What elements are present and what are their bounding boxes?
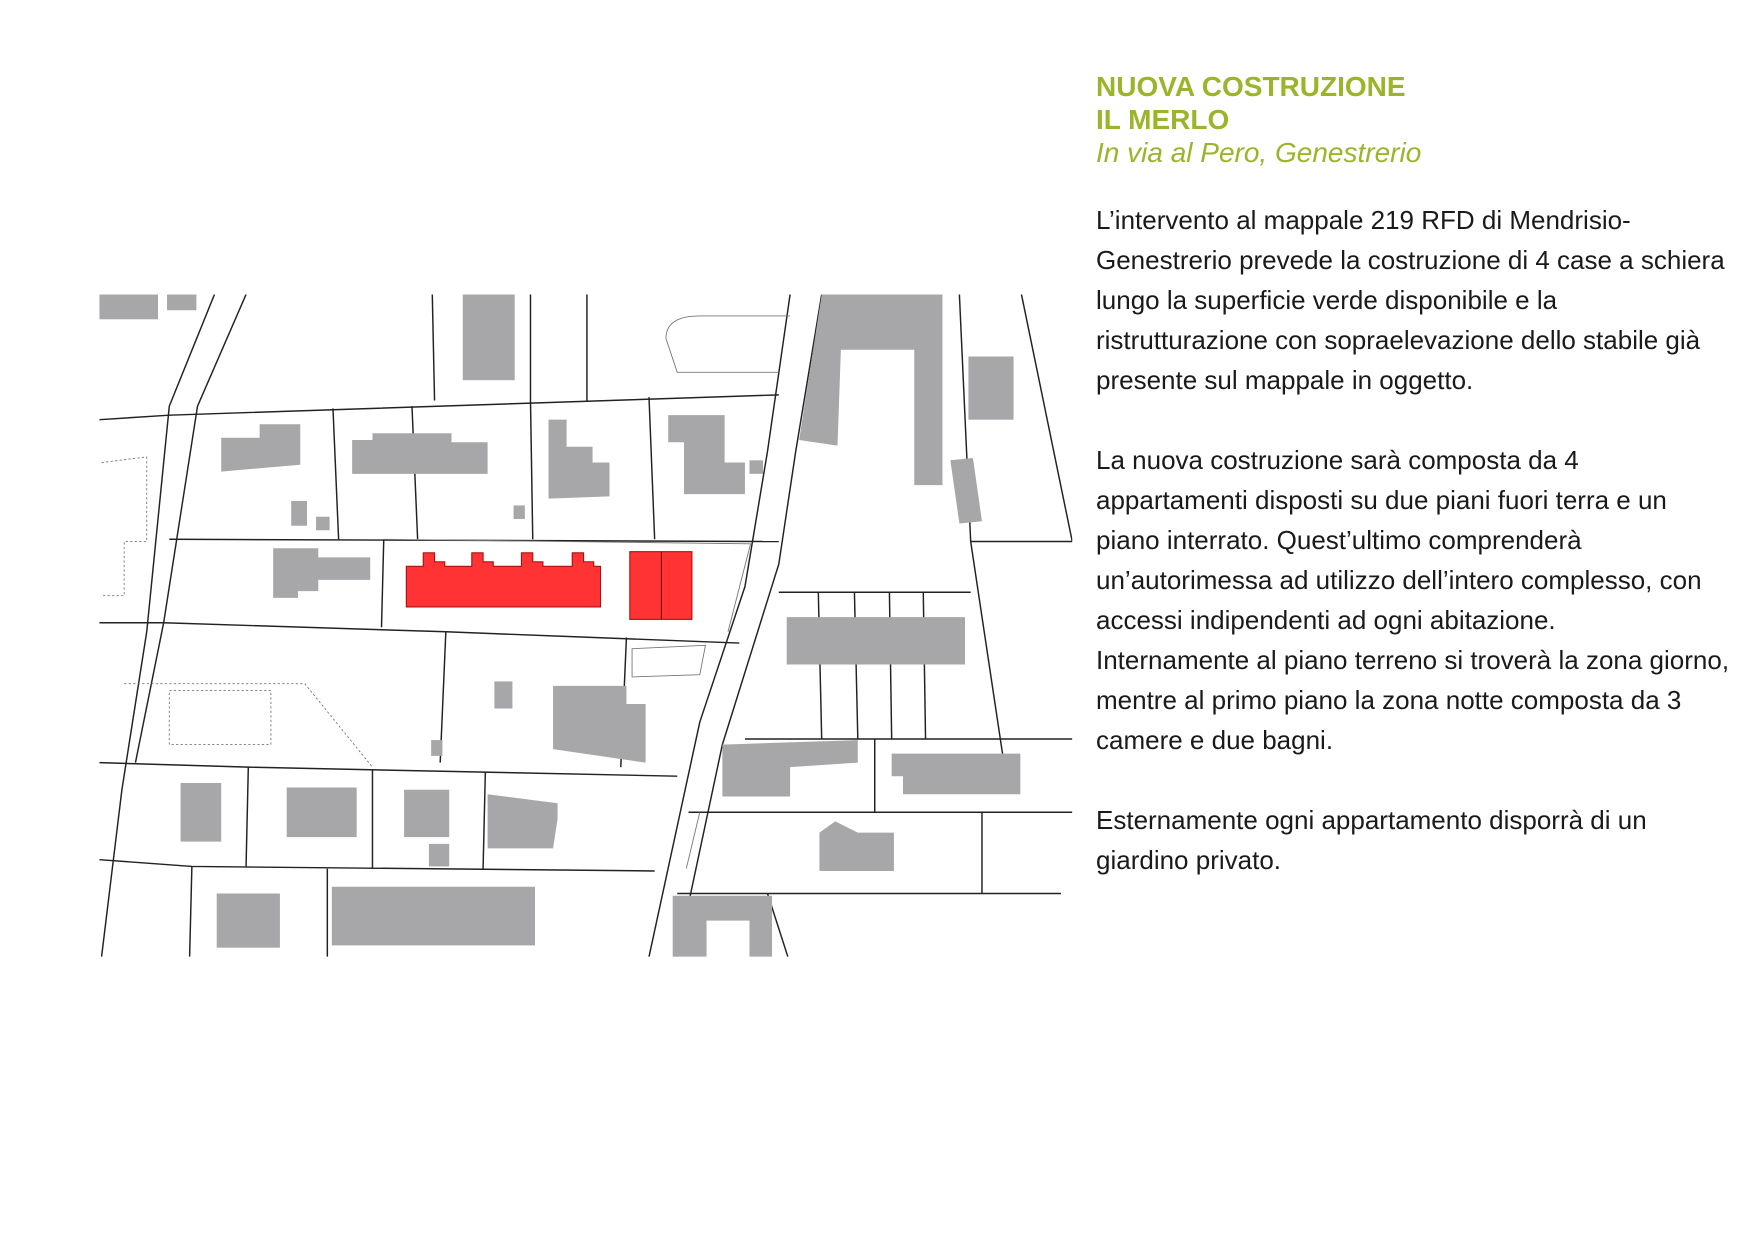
paragraph-3: Internamente al piano terreno si troverà la zona giorno, mentre al primo piano la zona notte composta da 3 camere e due bagni. [1096,645,1730,755]
title-line-2: IL MERLO [1096,104,1230,135]
new-buildings [406,552,692,620]
paragraph-2: La nuova costruzione sarà composta da 4 appartamenti disposti su due piani fuori terra e un piano interrato. Quest’ultimo comprenderà un’autorimessa ad utilizzo dell’intero complesso, con accessi indipendenti ad ogni abitazione. [1096,445,1702,635]
text-column [1096,70,1736,880]
description [1096,200,1736,880]
subtitle: In via al Pero, Genestrerio [1096,137,1422,168]
paragraph-1: L’intervento al mappale 219 RFD di Mendrisio-Genestrerio prevede la costruzione di 4 case a schiera lungo la superficie verde disponibile e la ristrutturazione con sopraelevazione dello stabile già presente sul mappale in oggetto. [1096,205,1725,395]
title-line-1: NUOVA COSTRUZIONE [1096,71,1406,102]
paragraph-4: Esternamente ogni appartamento disporrà di un giardino privato. [1096,805,1647,875]
